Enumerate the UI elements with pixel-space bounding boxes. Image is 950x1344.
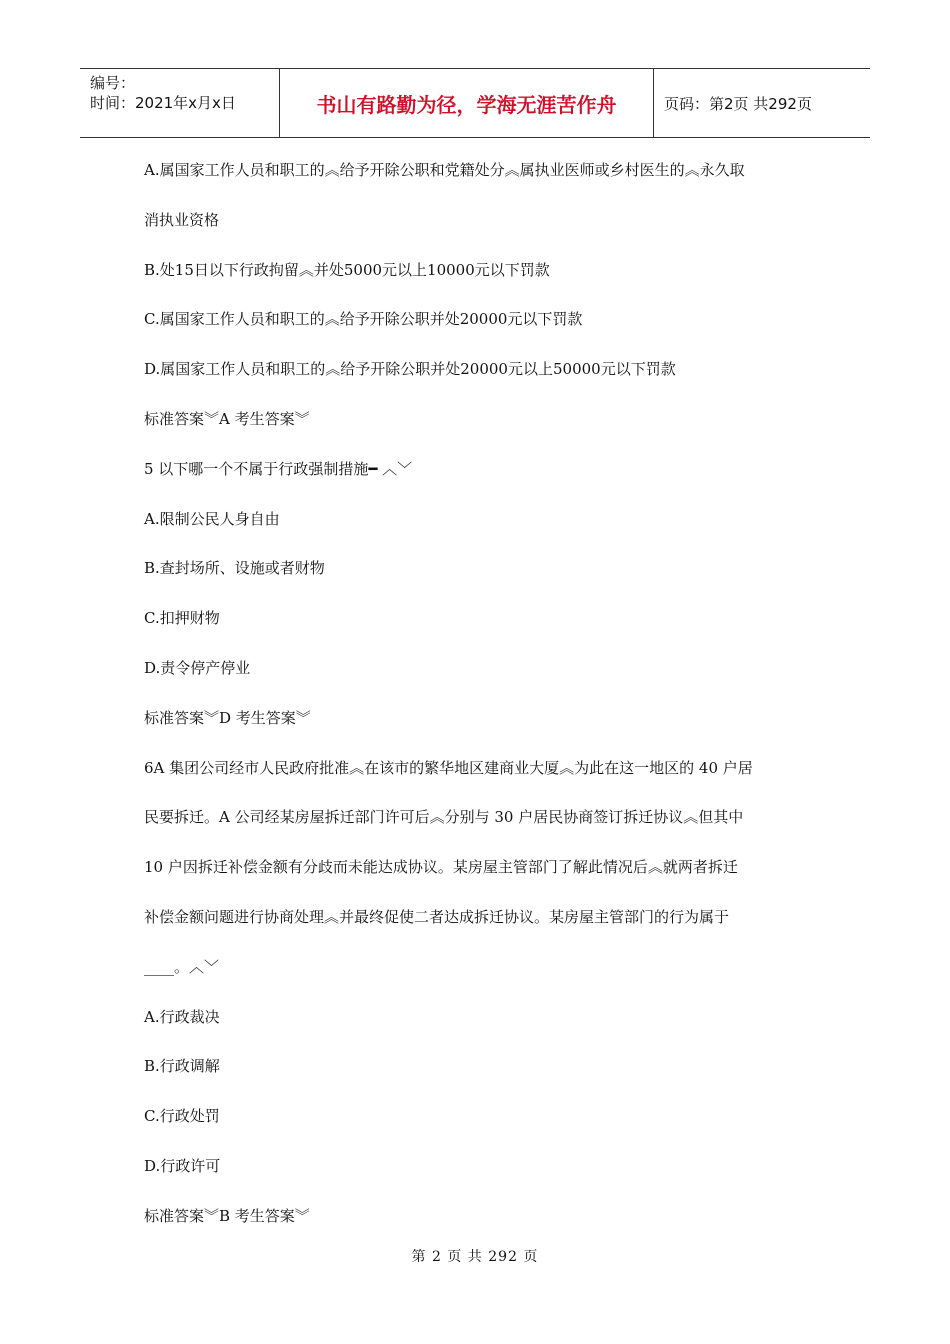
page-header xyxy=(80,68,870,138)
header-motto: 书山有路勤为径，学海无涯苦作舟 xyxy=(280,69,654,137)
number-label: 编号： xyxy=(90,74,136,92)
question-line: 5 以下哪一个不属于行政强制措施━ ︿﹀ xyxy=(144,459,413,478)
option-line: B.行政调解 xyxy=(144,1057,220,1076)
text-line: 消执业资格 xyxy=(144,210,220,229)
header-meta xyxy=(80,69,280,137)
question-line: 民要拆迁。A 公司经某房屋拆迁部门许可后︽分别与 30 户居民协商签订拆迁协议︽但其中 xyxy=(144,808,744,827)
option-line: C.扣押财物 xyxy=(144,609,220,628)
option-line: B.查封场所、设施或者财物 xyxy=(144,559,325,578)
time-label: 时间：2021年x月x日 xyxy=(90,94,236,112)
text-line: C.属国家工作人员和职工的︽给予开除公职并处20000元以下罚款 xyxy=(144,310,583,329)
answer-line: 标准答案︾B 考生答案︾ xyxy=(144,1206,310,1225)
question-line: 补偿金额问题进行协商处理︽并最终促使二者达成拆迁协议。某房屋主管部门的行为属于 xyxy=(144,907,730,926)
text-line: B.处15日以下行政拘留︽并处5000元以上10000元以下罚款 xyxy=(144,260,550,279)
option-line: D.责令停产停业 xyxy=(144,658,251,677)
document-body xyxy=(144,150,794,1246)
option-line: A.限制公民人身自由 xyxy=(144,509,280,528)
question-line: 6A 集团公司经市人民政府批准︽在该市的繁华地区建商业大厦︽为此在这一地区的 40 户居 xyxy=(144,758,753,777)
answer-line: 标准答案︾A 考生答案︾ xyxy=(144,409,310,428)
question-line: 10 户因拆迁补偿金额有分歧而未能达成协议。某房屋主管部门了解此情况后︽就两者拆迁 xyxy=(144,858,738,877)
option-line: A.行政裁决 xyxy=(144,1007,220,1026)
option-line: D.行政许可 xyxy=(144,1156,221,1175)
text-line: D.属国家工作人员和职工的︽给予开除公职并处20000元以上50000元以下罚款 xyxy=(144,360,676,379)
answer-line: 标准答案︾D 考生答案︾ xyxy=(144,708,311,727)
header-page-info: 页码：第2页 共292页 xyxy=(664,94,812,113)
text-line: A.属国家工作人员和职工的︽给予开除公职和党籍处分︽属执业医师或乡村医生的︽永久取 xyxy=(144,161,745,179)
question-line: ____。︿﹀ xyxy=(144,957,220,976)
option-line: C.行政处罚 xyxy=(144,1107,220,1126)
page-footer: 第 2 页 共 292 页 xyxy=(411,1249,539,1265)
